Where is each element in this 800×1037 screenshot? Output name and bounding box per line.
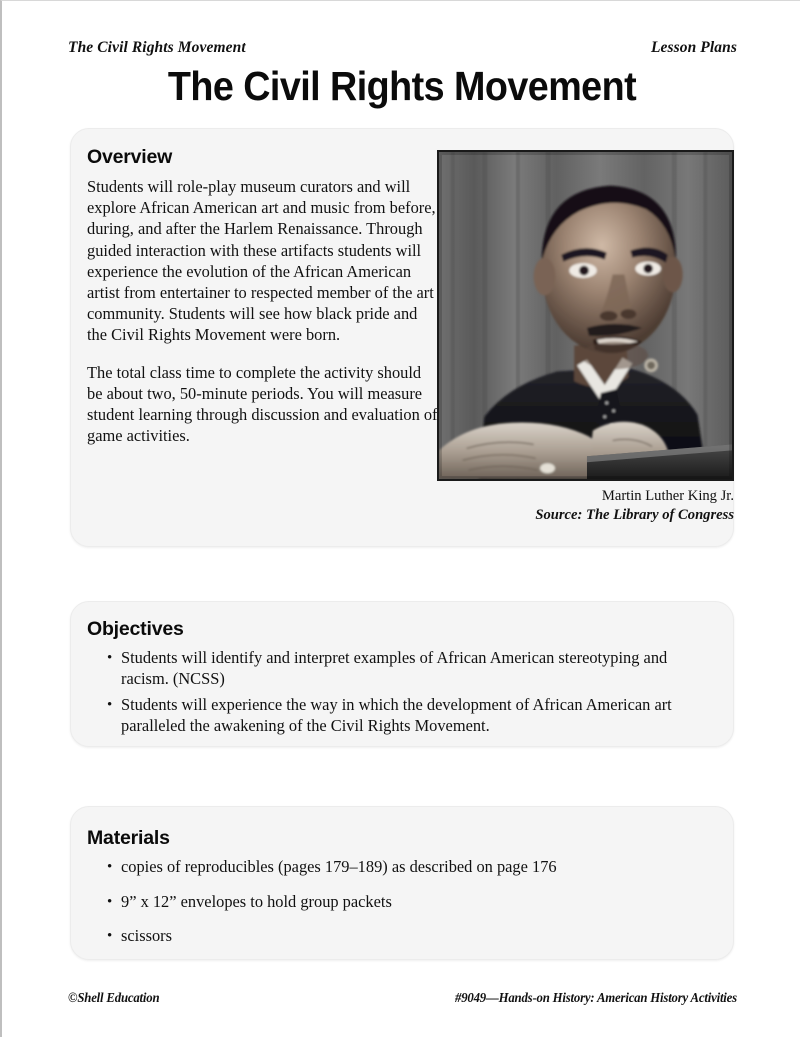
objectives-card — [70, 601, 734, 747]
bullet-icon: • — [107, 893, 113, 910]
list-item — [107, 695, 719, 736]
footer-right: #9049—Hands-on History: American History Activities — [455, 990, 737, 1005]
list-item — [107, 926, 719, 947]
footer-left: ©Shell Education — [68, 990, 160, 1005]
list-item-text: 9” x 12” envelopes to hold group packets — [121, 891, 392, 911]
materials-heading: Materials — [87, 827, 170, 849]
photo-caption-source-label: Source: — [535, 507, 583, 523]
photo-caption-source-value: The Library of Congress — [586, 507, 734, 523]
overview-card — [70, 128, 734, 547]
overview-body — [87, 176, 439, 446]
overview-heading: Overview — [87, 146, 173, 168]
list-item-text: scissors — [121, 926, 172, 945]
running-head-right: Lesson Plans — [650, 39, 737, 56]
list-item-text: Students will identify and interpret examples of African American stereotyping and racism. (NCSS) — [121, 648, 668, 688]
overview-paragraph-1: Students will role-play museum curators and will explore African American art and music from before, during, and after the Harlem Renaissance. Through guided interaction with these artifacts students will experience the evolution of the African American artist from entertainer to respected member of the art community. Students will see how black pride and the Civil Rights Movement were born. — [87, 177, 436, 345]
objectives-list — [107, 648, 719, 742]
mlk-photo-frame — [437, 150, 734, 481]
list-item — [107, 892, 719, 913]
bullet-icon: • — [107, 859, 113, 875]
running-head-left: The Civil Rights Movement — [68, 39, 246, 56]
photo-caption-subject: Martin Luther King Jr. — [601, 488, 734, 504]
list-item — [107, 648, 719, 689]
bullet-icon: • — [107, 650, 113, 666]
bullet-icon: • — [107, 928, 113, 944]
bullet-icon: • — [107, 697, 113, 713]
list-item-text: Students will experience the way in which the development of African American art paralleled the awakening of the Civil Rights Movement. — [121, 695, 672, 735]
materials-card — [70, 806, 734, 960]
materials-list — [107, 857, 719, 961]
overview-paragraph-2: The total class time to complete the activity should be about two, 50-minute periods. You will measure student learning through discussion and evaluation of game activities. — [87, 362, 438, 446]
page-title: The Civil Rights Movement — [167, 63, 637, 109]
objectives-heading: Objectives — [87, 618, 184, 640]
photo-caption-source — [437, 506, 734, 525]
photo-caption — [437, 487, 734, 525]
list-item-text: copies of reproducibles (pages 179–189) as described on page 176 — [121, 857, 557, 876]
mlk-photo-image — [437, 150, 734, 481]
list-item — [107, 857, 719, 878]
